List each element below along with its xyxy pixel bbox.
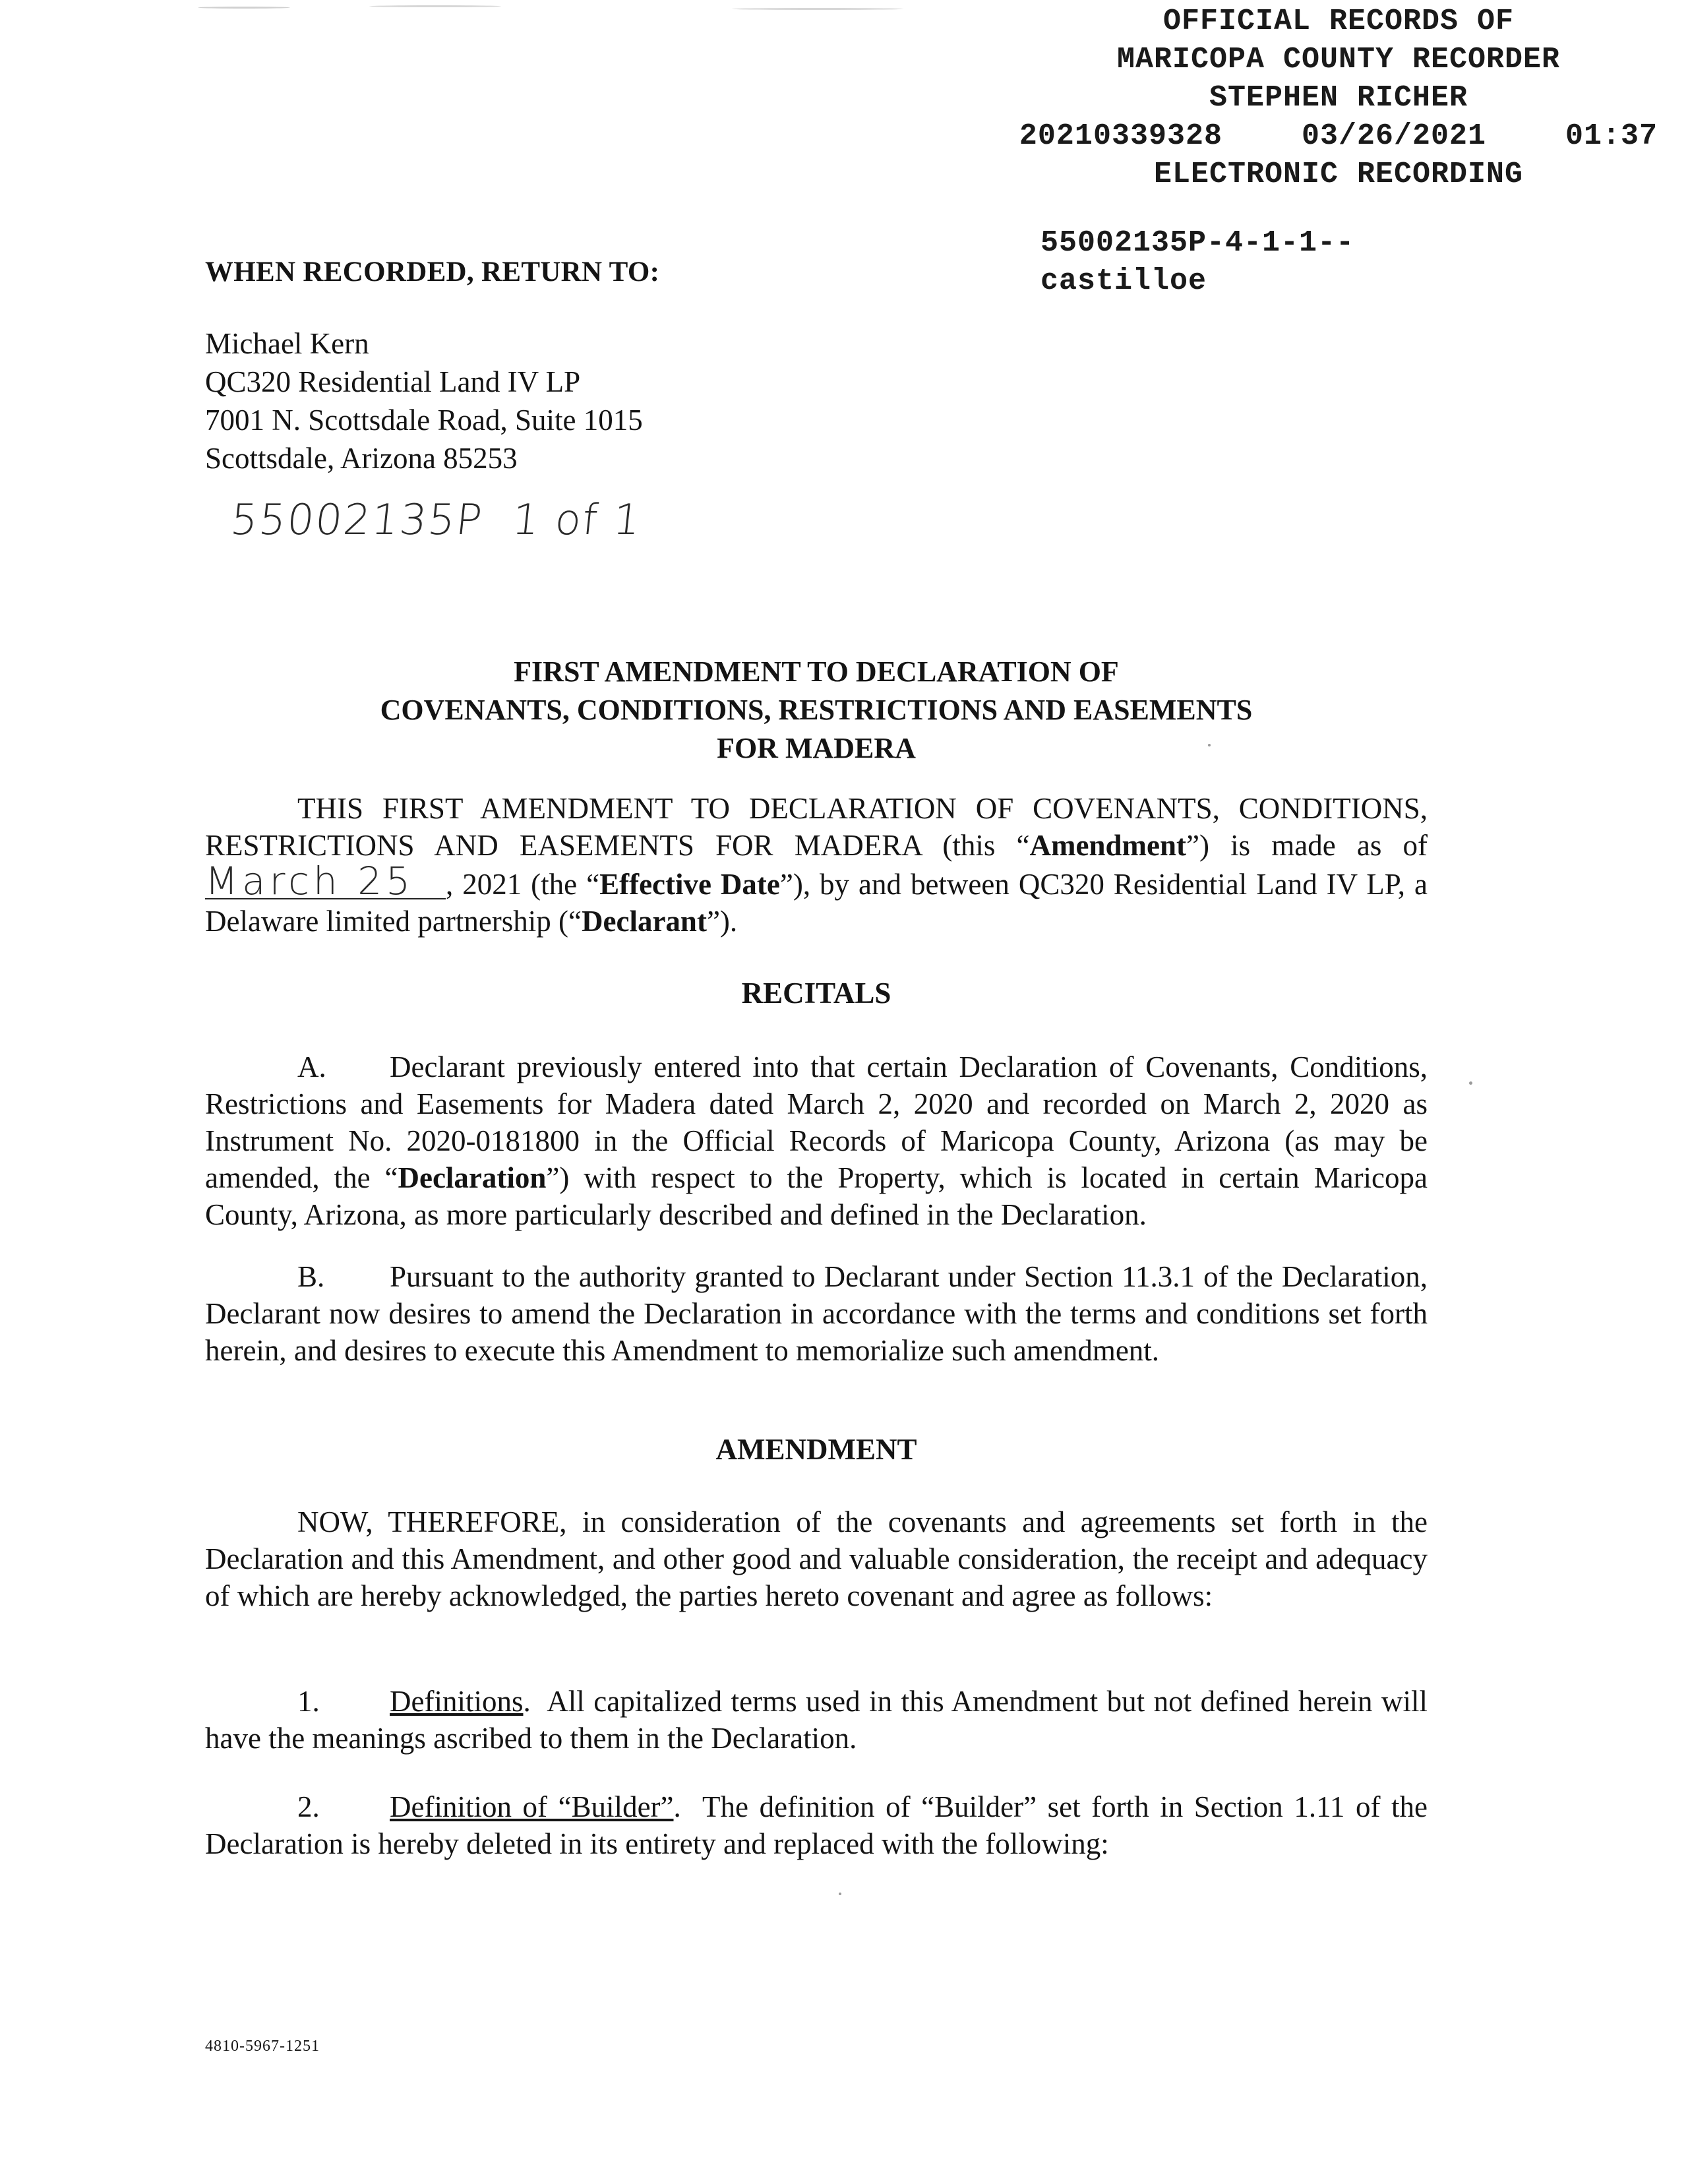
address-line: 7001 N. Scottsdale Road, Suite 1015 bbox=[205, 404, 643, 437]
defined-term-declarant: Declarant bbox=[582, 905, 707, 938]
handwritten-date: March 25 bbox=[205, 864, 446, 899]
recital-label: A. bbox=[297, 1050, 326, 1083]
amendment-heading: AMENDMENT bbox=[715, 1433, 917, 1466]
recital-label: B. bbox=[297, 1260, 325, 1293]
address-line: Michael Kern bbox=[205, 327, 369, 360]
document-title bbox=[205, 653, 1428, 768]
title-line: COVENANTS, CONDITIONS, RESTRICTIONS AND EASEMENTS bbox=[380, 694, 1253, 726]
document-id-footer: 4810-5967-1251 bbox=[205, 2038, 320, 2055]
scan-artifact bbox=[732, 8, 903, 10]
address-line: QC320 Residential Land IV LP bbox=[205, 365, 581, 398]
title-line: FOR MADERA bbox=[717, 732, 916, 764]
title-line: FIRST AMENDMENT TO DECLARATION OF bbox=[514, 655, 1119, 688]
recording-code-line: castilloe bbox=[1040, 264, 1207, 298]
defined-term-declaration: Declaration bbox=[398, 1161, 547, 1194]
recital-b: B. Pursuant to the authority granted to Declarant under Section 11.3.1 of the Declaration, Declarant now desires to amend the Declaration in accordance with the terms and conditions set forth herein, and desires to execute this Amendment to memorialize such amendment. bbox=[205, 1258, 1428, 1369]
section-number: 1. bbox=[297, 1685, 320, 1718]
scan-speck bbox=[1208, 744, 1211, 746]
section-1-definitions: 1. Definitions. All capitalized terms used in this Amendment but not defined herein will have the meanings ascribed to them in the Declaration. bbox=[205, 1683, 1428, 1757]
amendment-preamble: NOW, THEREFORE, in consideration of the covenants and agreements set forth in the Declaration and this Amendment, and other good and valuable consideration, the receipt and adequacy of which are hereby acknowledged, the parties hereto covenant and agree as follows: bbox=[205, 1505, 1428, 1612]
recording-stamp-line: STEPHEN RICHER bbox=[1209, 81, 1468, 115]
handwritten-page-note: 55002135P 1 of 1 bbox=[228, 496, 644, 545]
scan-speck bbox=[1469, 1081, 1472, 1085]
return-address bbox=[205, 324, 643, 477]
defined-term-amendment: Amendment bbox=[1029, 829, 1186, 862]
recital-a: A. Declarant previously entered into that certain Declaration of Covenants, Conditions, Restrictions and Easements for Madera dated March 2, 2020 and recorded on March 2, 2020 as Instrument No. 2020-0181800 in the Official Records of Maricopa County, Arizona (as may be amended, the “Declaration”) with respect to the Property, which is located in certain Maricopa County, Arizona, as more particularly described and defined in the Declaration. bbox=[205, 1048, 1428, 1233]
recording-code-line: 55002135P-4-1-1-- bbox=[1040, 226, 1355, 260]
scan-artifact bbox=[198, 7, 290, 9]
scan-speck bbox=[839, 1893, 841, 1895]
intro-paragraph: THIS FIRST AMENDMENT TO DECLARATION OF COVENANTS, CONDITIONS, RESTRICTIONS AND EASEMENTS FOR MADERA (this “Amendment”) is made as of March 25 , 2021 (the “Effective Date”), by and between QC320 Residential Land IV LP, a Delaware limited partnership (“Declarant”). bbox=[205, 792, 1428, 938]
return-heading: WHEN RECORDED, RETURN TO: bbox=[205, 257, 660, 288]
recording-number-date-time: 20210339328 03/26/2021 01:37 bbox=[1019, 119, 1658, 153]
section-title: Definitions bbox=[390, 1685, 524, 1718]
recording-stamp-line: MARICOPA COUNTY RECORDER bbox=[1116, 43, 1561, 76]
recording-stamp-line: OFFICIAL RECORDS OF bbox=[1162, 5, 1515, 38]
recording-code bbox=[1040, 224, 1502, 301]
section-2-builder-definition: 2. Definition of “Builder”. The definition of “Builder” set forth in Section 1.11 of the Declaration is hereby deleted in its entirety and replaced with the following: bbox=[205, 1788, 1428, 1862]
recitals-heading: RECITALS bbox=[741, 977, 891, 1010]
recording-stamp bbox=[989, 3, 1688, 194]
address-line: Scottsdale, Arizona 85253 bbox=[205, 442, 518, 475]
scan-artifact bbox=[369, 5, 501, 7]
section-title: Definition of “Builder” bbox=[390, 1790, 674, 1823]
defined-term-effective-date: Effective Date bbox=[599, 868, 780, 901]
recording-stamp-line: ELECTRONIC RECORDING bbox=[1153, 158, 1524, 191]
section-number: 2. bbox=[297, 1790, 320, 1823]
